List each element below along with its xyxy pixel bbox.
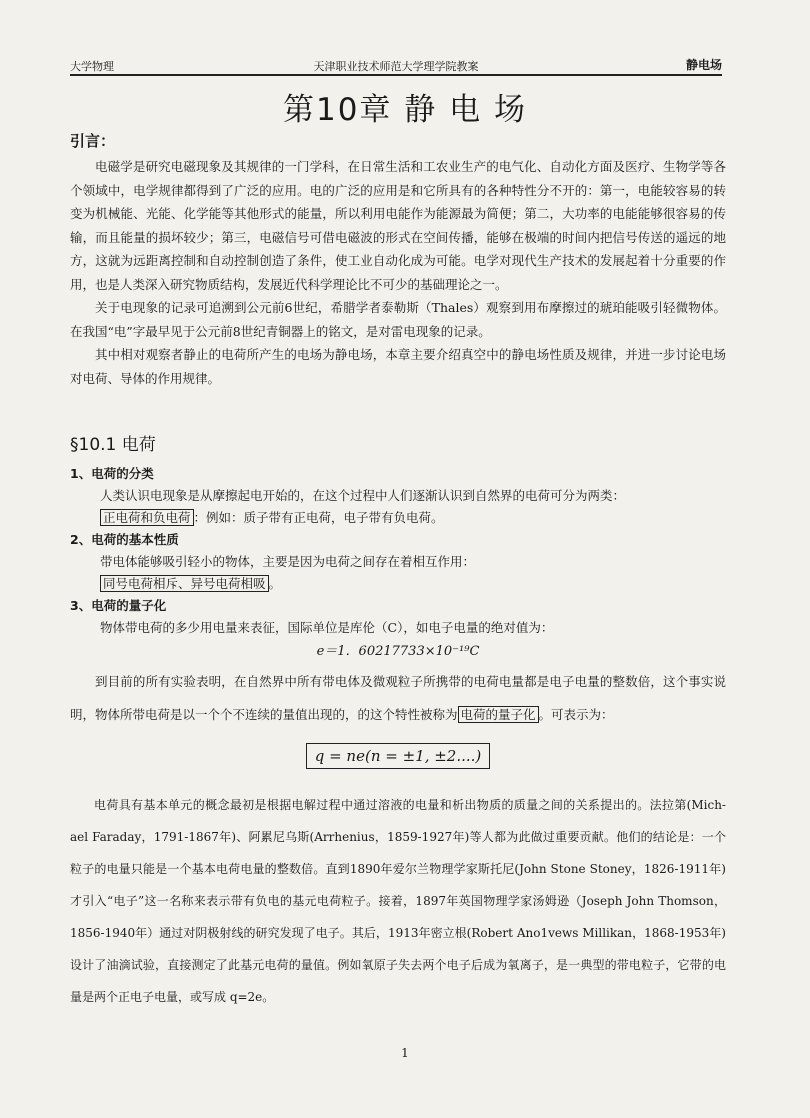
section-heading: §10.1 电荷 xyxy=(70,435,156,455)
subsection-heading-properties: 2、电荷的基本性质 xyxy=(70,532,179,547)
intro-paragraph-2: 关于电现象的记录可追溯到公元前6世纪，希腊学者泰勒斯（Thales）观察到用布摩擦过的琥珀能吸引轻微物体。在我国“电”字最早见于公元前8世纪青铜器上的铭文，是对雷电现象的记录。 xyxy=(70,300,726,339)
quantization-formula: q = ne(n = ±1, ±2....) xyxy=(306,743,491,769)
properties-line-1: 带电体能够吸引轻小的物体，主要是因为电荷之间存在着相互作用： xyxy=(100,554,476,569)
quantization-paragraph xyxy=(70,665,726,731)
subsection-heading-quantization: 3、电荷的量子化 xyxy=(70,598,167,613)
page-content xyxy=(70,130,726,1013)
properties-line-2 xyxy=(100,573,726,595)
page-number: 1 xyxy=(401,1046,409,1060)
quantization-line-1: 物体带电荷的多少用电量来表征，国际单位是库伦（C），如电子电量的绝对值为： xyxy=(100,620,554,635)
page-header xyxy=(70,56,722,76)
intro-heading: 引言： xyxy=(70,132,116,150)
classification-line-2-rest: ：例如：质子带有正电荷，电子带有负电荷。 xyxy=(193,510,444,525)
boxed-term-charge-types: 正电荷和负电荷 xyxy=(100,509,194,526)
boxed-term-interaction: 同号电荷相斥、异号电荷相吸 xyxy=(100,575,269,592)
quantization-paragraph-end: 。可表示为： xyxy=(538,707,614,722)
header-course: 大学物理 xyxy=(70,60,114,73)
header-chapter-topic: 静电场 xyxy=(685,58,722,72)
quantization-formula-wrap xyxy=(70,743,726,769)
electron-charge-formula: e＝1．60217733×10⁻¹⁹C xyxy=(316,644,480,659)
classification-line-1: 人类认识电现象是从摩擦起电开始的，在这个过程中人们逐渐认识到自然界的电荷可分为两类： xyxy=(100,488,626,503)
history-paragraph: 电荷具有基本单元的概念最初是根据电解过程中通过溶液的电量和析出物质的质量之间的关系提出的。法拉第(Mich-ael Faraday，1791-1867年)、阿累尼乌斯(Arrhenius，1859-1927年)等人都为此做过重要贡献。他们的结论是：一个粒子的电量只能是一个基本电荷电量的整数倍。直到1890年爱尔兰物理学家斯托尼(John Stone Stoney，1826-1911年)才引入“电子”这一名称来表示带有负电的基元电荷粒子。接着，1897年英国物理学家汤姆逊（Joseph John Thomson，1856-1940年）通过对阴极射线的研究发现了电子。其后，1913年密立根(Robert Ano1vews Millikan，1868-1953年)设计了油滴试验，直接测定了此基元电荷的量值。例如氧原子失去两个电子后成为氧离子，是一典型的带电粒子，它带的电量是两个正电子电量，或写成 q=2e。 xyxy=(70,798,726,1004)
properties-line-2-rest: 。 xyxy=(268,576,282,591)
chapter-title: 第10章 静 电 场 xyxy=(282,92,527,128)
classification-line-2 xyxy=(100,507,726,529)
intro-paragraph-3: 其中相对观察者静止的电荷所产生的电场为静电场，本章主要介绍真空中的静电场性质及规律，并进一步讨论电场对电荷、导体的作用规律。 xyxy=(70,347,726,386)
boxed-term-quantization: 电荷的量子化 xyxy=(458,706,539,723)
intro-paragraph-1: 电磁学是研究电磁现象及其规律的一门学科，在日常生活和工农业生产的电气化、自动化方面及医疗、生物学等各个领域中，电学规律都得到了广泛的应用。电的广泛的应用是和它所具有的各种特性分不开的：第一，电能较容易的转变为机械能、光能、化学能等其他形式的能量，所以利用电能作为能源最为简便；第二，大功率的电能能够很容易的传输，而且能量的损坏较少；第三，电磁信号可借电磁波的形式在空间传播，能够在极端的时间内把信号传送的遥远的地方，这就为远距离控制和自动控制创造了条件，使工业自动化成为可能。电学对现代生产技术的发展起着十分重要的作用，也是人类深入研究物质结构，发展近代科学理论比不可少的基础理论之一。 xyxy=(70,159,726,292)
quantization-paragraph-text: 到目前的所有实验表明，在自然界中所有带电体及微观粒子所携带的电荷电量都是电子电量的整数倍，这个事实说明，物体所带电荷是以一个个不连续的量值出现的，的这个特性被称为 xyxy=(70,674,726,722)
header-institution: 天津职业技术师范大学理学院教案 xyxy=(313,60,479,73)
subsection-heading-classification: 1、电荷的分类 xyxy=(70,466,154,481)
